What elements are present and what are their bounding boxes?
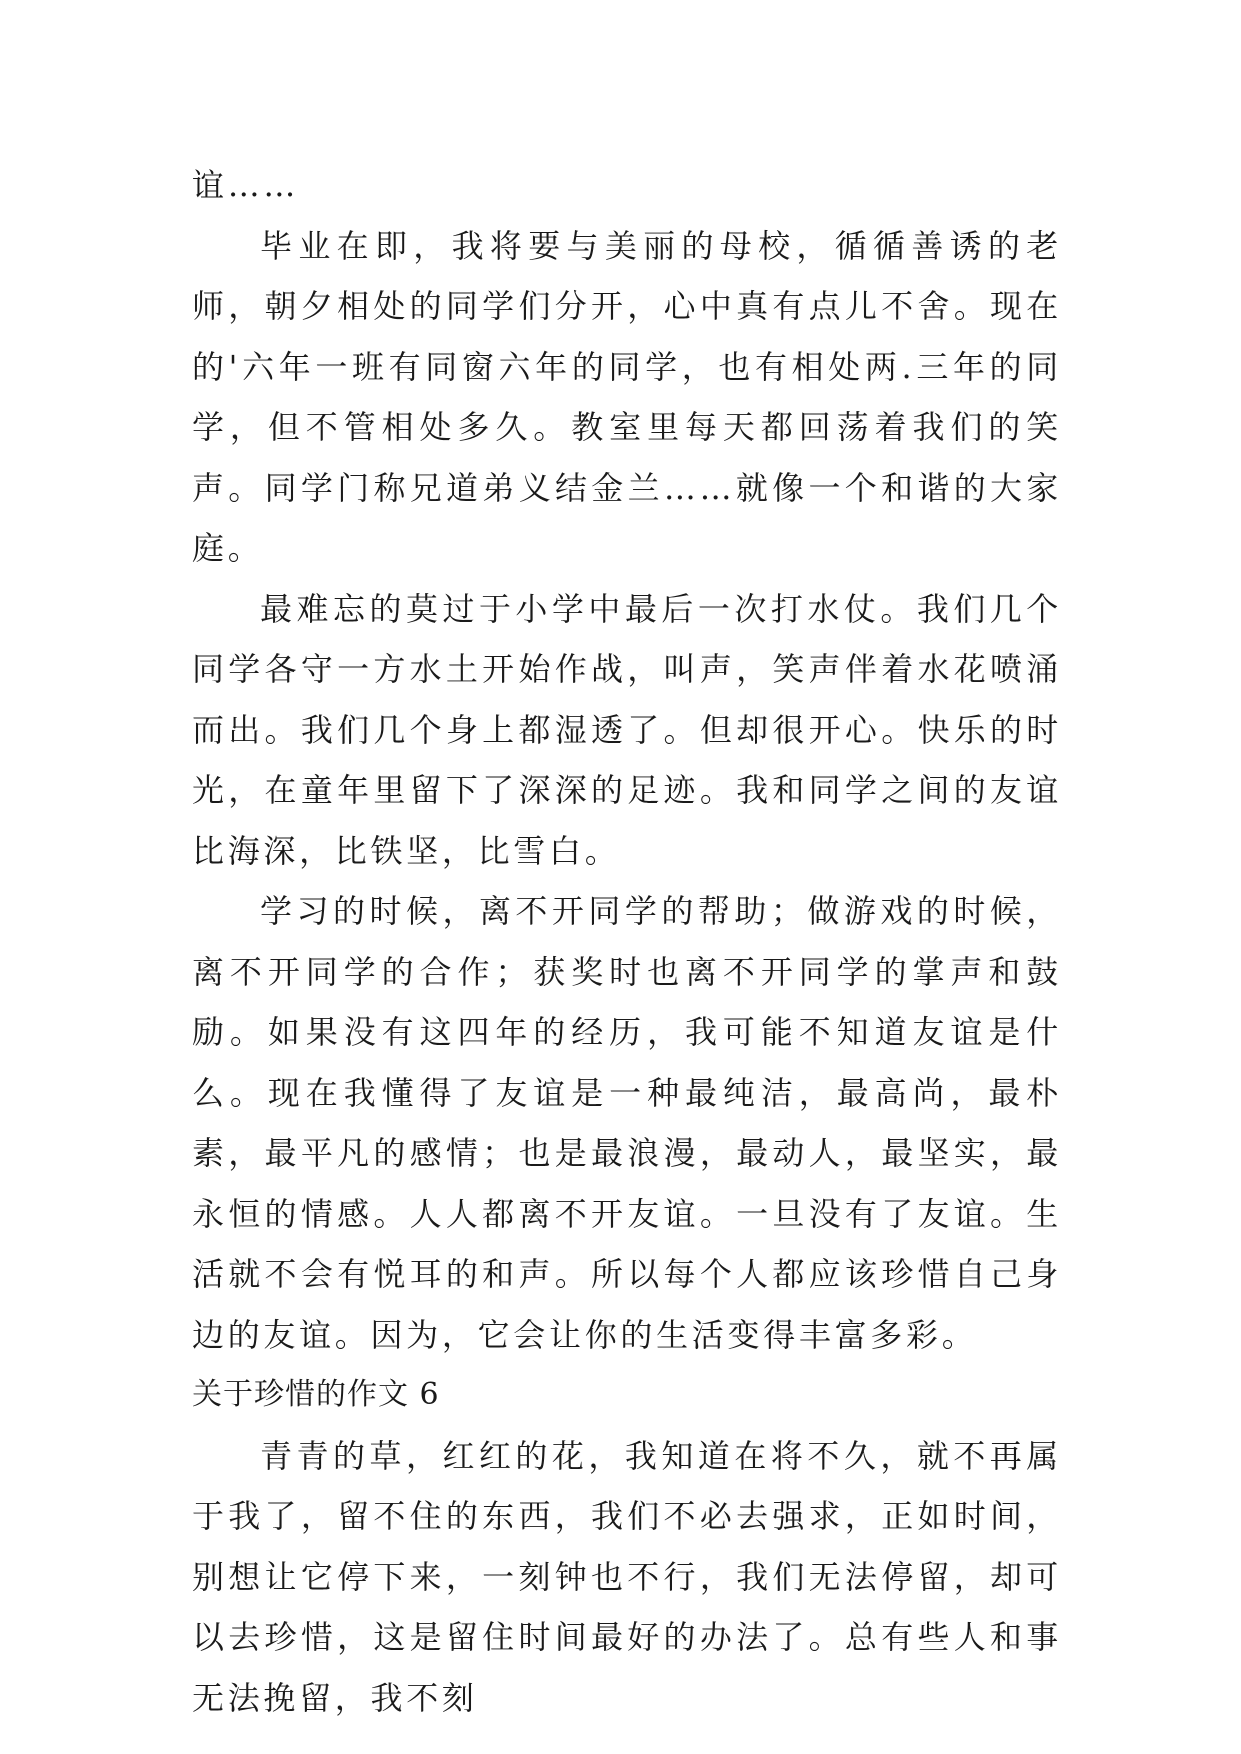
paragraph-friendship: 学习的时候，离不开同学的帮助；做游戏的时候，离不开同学的合作；获奖时也离不开同学的掌声和鼓励。如果没有这四年的经历，我可能不知道友谊是什么。现在我懂得了友谊是一种最纯洁，最高尚，最朴素，最平凡的感情；也是最浪漫，最动人，最坚实，最永恒的情感。人人都离不开友谊。一旦没有了友谊。生活就不会有悦耳的和声。所以每个人都应该珍惜自己身边的友谊。因为，它会让你的生活变得丰富多彩。	[192, 892, 1062, 1354]
paragraph-graduation: 毕业在即，我将要与美丽的母校，循循善诱的老师，朝夕相处的同学们分开，心中真有点儿不舍。现在的'六年一班有同窗六年的同学，也有相处两.三年的同学，但不管相处多久。教室里每天都回荡着我们的笑声。同学门称兄道弟义结金兰……就像一个和谐的大家庭。	[192, 226, 1062, 567]
section-heading: 关于珍惜的作文 6	[192, 1377, 440, 1412]
document-body	[192, 155, 1062, 1728]
paragraph-continuation: 谊……	[192, 166, 300, 204]
paragraph-cherish: 青青的草，红红的花，我知道在将不久，就不再属于我了，留不住的东西，我们不必去强求，正如时间，别想让它停下来，一刻钟也不行，我们无法停留，却可以去珍惜，这是留住时间最好的办法了。总有些人和事无法挽留，我不刻	[192, 1436, 1062, 1717]
paragraph-water-fight: 最难忘的莫过于小学中最后一次打水仗。我们几个同学各守一方水土开始作战，叫声，笑声伴着水花喷涌而出。我们几个身上都湿透了。但却很开心。快乐的时光，在童年里留下了深深的足迹。我和同学之间的友谊比海深，比铁坚，比雪白。	[192, 589, 1062, 870]
